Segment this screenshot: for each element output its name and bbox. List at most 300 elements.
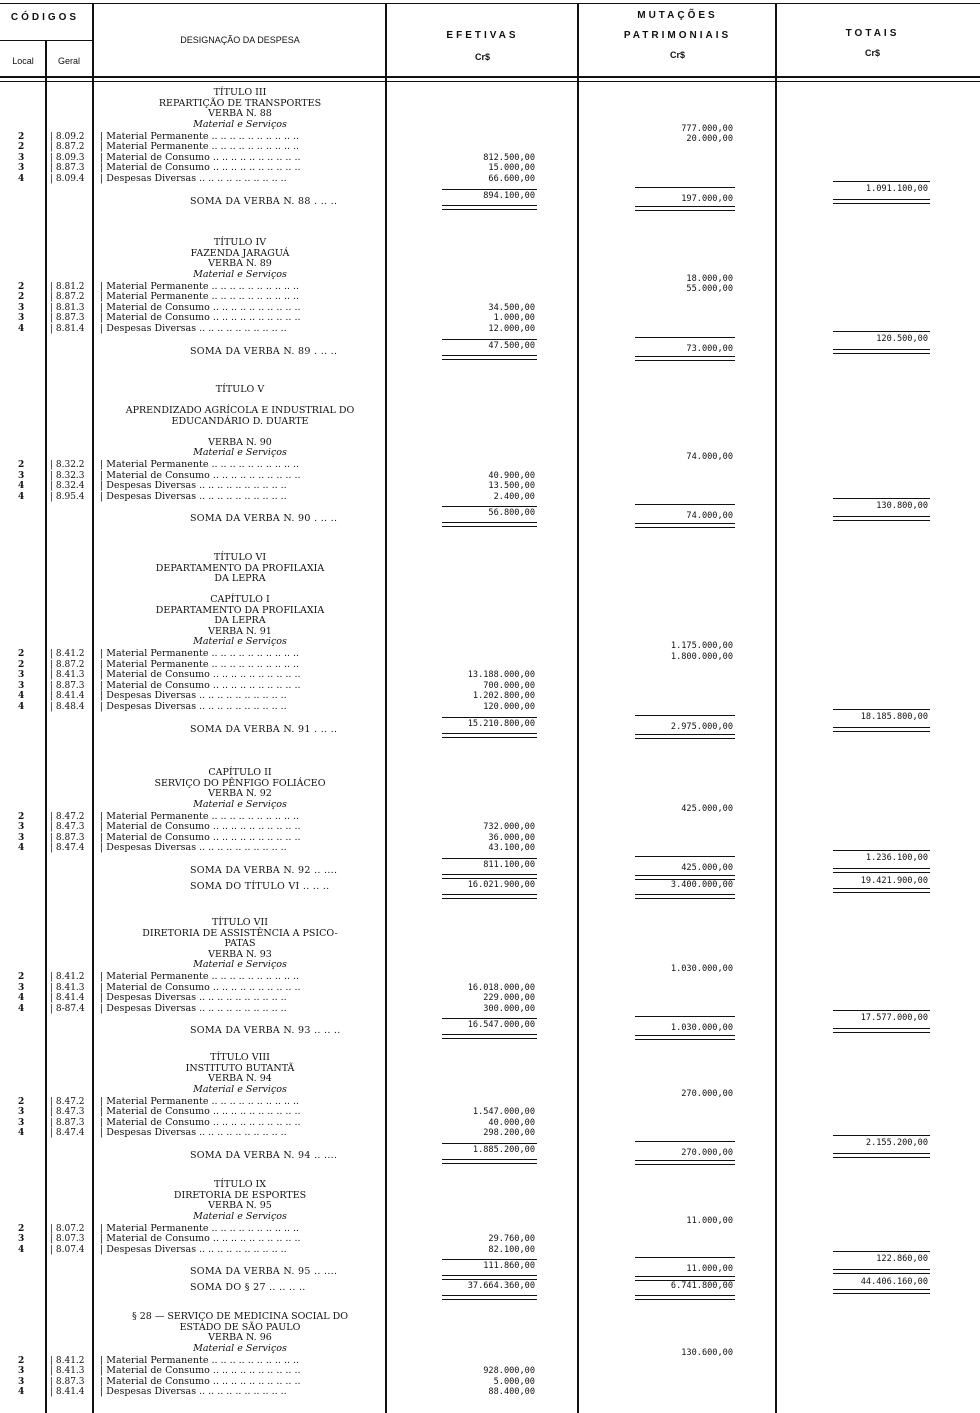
row-description: | Material de Consumo .. .. .. .. .. .. .. .. .. .. [100,470,301,481]
totais-rule [833,331,930,332]
row-local-code: 3 [18,152,25,163]
section-heading: SERVIÇO DO PÊNFIGO FOLIÁCEO [154,777,326,789]
header-bottom-rule [0,76,980,78]
efetivas-double-rule [442,737,537,738]
row-description: | Material de Consumo .. .. .. .. .. .. .. .. .. .. [100,822,301,833]
mutacoes-rule [635,337,735,338]
soma-mutacoes: 2.975.000,00 [670,721,733,732]
row-local-code: 3 [18,470,25,481]
efetivas-double-rule [442,522,537,523]
row-description: | Material Permanente .. .. .. .. .. .. .. .. .. .. [100,649,300,659]
header-totais-unit: Cr$ [864,48,880,58]
row-mutacoes: 11.000,00 [686,1215,733,1226]
section-heading: VERBA N. 88 [208,108,272,119]
totais-rule [833,1251,930,1252]
section-subheading: Material e Serviços [193,959,287,970]
mutacoes-rule [635,504,735,505]
row-local-code: 4 [18,843,25,854]
row-geral-code: | 8.87.3 [50,832,85,843]
row-geral-code: | 8.41.2 [50,1355,85,1366]
row-description: | Material Permanente .. .. .. .. .. .. .. .. .. .. [100,972,300,982]
row-description: | Material de Consumo .. .. .. .. .. .. .. .. .. .. [100,670,301,681]
row-geral-code: | 8.87.3 [50,313,85,324]
row-local-code: 3 [18,832,25,843]
row-description: | Material Permanente .. .. .. .. .. .. .. .. .. .. [100,1223,300,1234]
header-designacao: DESIGNAÇÃO DA DESPESA [180,35,300,45]
soma-efetivas: 47.500,00 [488,340,535,351]
section-heading: DEPARTAMENTO DA PROFILAXIA [155,562,325,574]
row-local-code: 4 [18,702,25,712]
soma-totais: 18.185.800,00 [860,711,928,722]
soma-label: SOMA DA VERBA N. 88 . .. .. [190,195,338,207]
row-description: | Material de Consumo .. .. .. .. .. .. .. .. .. .. [100,152,301,163]
row-description: | Material Permanente .. .. .. .. .. .. .. .. .. .. [100,1355,300,1366]
row-geral-code: | 8.32.4 [50,481,85,492]
soma2-mutacoes: 3.400.000,00 [670,879,733,890]
row-description: | Material de Consumo .. .. .. .. .. .. .. .. .. .. [100,1366,301,1377]
row-description: | Material de Consumo .. .. .. .. .. .. .. .. .. .. [100,1376,301,1387]
row-efetivas: 36.000,00 [488,832,535,843]
row-local-code: 2 [18,292,25,303]
mutacoes-total-rule [635,894,735,895]
row-local-code: 4 [18,993,25,1004]
row-geral-code: | 8.09.3 [50,152,85,163]
row-geral-code: | 8.41.2 [50,972,85,982]
row-description: | Despesas Diversas .. .. .. .. .. .. .. .. .. .. [100,691,287,702]
row-geral-code: | 8.32.2 [50,460,85,470]
section-heading: TÍTULO V [215,384,265,395]
row-geral-code: | 8.95.4 [50,491,85,502]
totais-double-rule [833,1269,930,1270]
soma-efetivas: 811.100,00 [483,859,535,870]
row-local-code: 2 [18,972,25,982]
soma-totais: 122.860,00 [876,1254,928,1265]
row-geral-code: | 8.87.3 [50,1376,85,1387]
row-local-code: 3 [18,1366,25,1377]
efetivas-double-rule [442,359,537,360]
row-local-code: 4 [18,691,25,702]
section-subheading: Material e Serviços [193,1210,287,1222]
row-description: | Despesas Diversas .. .. .. .. .. .. .. .. .. .. [100,843,287,854]
efetivas-total-rule [442,898,537,899]
section-heading: VERBA N. 89 [208,258,272,269]
row-local-code: 4 [18,481,25,492]
row-local-code: 3 [18,670,25,681]
header-efetivas-unit: Cr$ [474,52,490,62]
totais-double-rule [833,868,930,869]
row-mutacoes: 1.175.000,00 [670,641,733,651]
row-description: | Despesas Diversas .. .. .. .. .. .. .. .. .. .. [100,993,287,1004]
row-geral-code: | 8.41.4 [50,993,85,1004]
section-heading: CAPÍTULO I [210,594,270,605]
row-geral-code: | 8.41.3 [50,982,85,993]
row-geral-code: | 8.41.3 [50,670,85,681]
row-geral-code: | 8.07.4 [50,1244,85,1255]
row-efetivas: 15.000,00 [488,163,535,174]
row-local-code: 4 [18,323,25,334]
soma-label: SOMA DA VERBA N. 91 . .. .. [190,723,338,735]
row-description: | Material de Consumo .. .. .. .. .. .. .. .. .. .. [100,832,301,843]
row-description: | Despesas Diversas .. .. .. .. .. .. .. .. .. .. [100,1387,287,1398]
section-heading: PATAS [224,938,256,949]
totais-rule [833,1135,930,1136]
row-mutacoes: 1.800.000,00 [670,651,733,662]
section-heading: INSTITUTO BUTANTÃ [185,1062,295,1074]
mutacoes-rule [635,1141,735,1142]
mutacoes-total-rule [635,898,735,899]
mutacoes-double-rule [635,738,735,739]
column-rule-desc [385,3,387,1413]
row-description: | Material Permanente .. .. .. .. .. .. .. .. .. .. [100,131,300,142]
row-geral-code: | 8.47.4 [50,1128,85,1139]
row-local-code: 3 [18,680,25,691]
row-local-code: 3 [18,313,25,324]
row-efetivas: 1.000,00 [493,313,535,324]
section-heading: ESTADO DE SÃO PAULO [179,1321,301,1333]
row-mutacoes: 55.000,00 [686,284,733,295]
soma2-mutacoes: 6.741.800,00 [670,1281,733,1292]
header-geral: Geral [57,56,80,66]
totais-total-rule [833,892,930,893]
row-local-code: 3 [18,1107,25,1118]
soma-label: SOMA DA VERBA N. 89 . .. .. [190,345,338,357]
mutacoes-rule [635,1257,735,1258]
row-local-code: 2 [18,811,25,822]
row-description: | Despesas Diversas .. .. .. .. .. .. .. .. .. .. [100,702,287,712]
efetivas-double-rule [442,355,537,356]
row-geral-code: | 8.41.4 [50,1387,85,1398]
row-efetivas: 928.000,00 [483,1366,535,1377]
totais-double-rule [833,1273,930,1274]
section-heading: § 28 — SERVIÇO DE MEDICINA SOCIAL DO [131,1311,349,1322]
header-mutacoes-unit: Cr$ [669,50,685,60]
row-description: | Material Permanente .. .. .. .. .. .. .. .. .. .. [100,292,300,303]
row-local-code: 4 [18,1387,25,1398]
totais-double-rule [833,353,930,354]
row-efetivas: 88.400,00 [488,1387,535,1398]
section-heading: VERBA N. 95 [208,1200,272,1211]
row-efetivas: 1.547.000,00 [472,1107,535,1118]
row-mutacoes: 1.030.000,00 [670,964,733,974]
totais-rule [833,181,930,182]
row-geral-code: | 8.81.2 [50,281,85,292]
header-mutacoes-2: PATRIMONIAIS [623,30,732,41]
row-description: | Material Permanente .. .. .. .. .. .. .. .. .. .. [100,659,300,670]
header-top-rule [0,3,980,4]
row-geral-code: | 8.87.3 [50,1117,85,1128]
row-efetivas: 812.500,00 [483,152,535,163]
section-subheading: Material e Serviços [193,636,287,647]
soma-totais: 1.236.100,00 [865,852,928,863]
soma-mutacoes: 73.000,00 [686,343,733,354]
section-heading: DIRETORIA DE ASSISTÊNCIA A PSICO- [142,927,338,939]
section-heading: FAZENDA JARAGUÁ [190,247,290,259]
row-geral-code: | 8.47.2 [50,811,85,822]
section-heading: TÍTULO VI [213,552,267,563]
totais-rule [833,850,930,851]
section-heading: VERBA N. 91 [208,625,272,637]
totais-double-rule [833,872,930,873]
row-description: | Despesas Diversas .. .. .. .. .. .. .. .. .. .. [100,1003,287,1014]
mutacoes-double-rule [635,206,735,207]
soma-efetivas: 56.800,00 [488,508,535,519]
section-subheading: Material e Serviços [193,1342,287,1354]
row-geral-code: | 8.07.2 [50,1223,85,1234]
row-efetivas: 43.100,00 [488,843,535,854]
soma2-totais: 19.421.900,00 [860,875,928,886]
totais-double-rule [833,1157,930,1158]
row-mutacoes: 425.000,00 [681,803,733,814]
row-geral-code: | 8.32.3 [50,470,85,481]
row-geral-code: | 8.41.3 [50,1366,85,1377]
row-local-code: 2 [18,1096,25,1107]
section-heading: VERBA N. 96 [208,1332,272,1343]
soma-mutacoes: 1.030.000,00 [670,1023,733,1034]
row-efetivas: 300.000,00 [483,1003,535,1014]
soma-mutacoes: 11.000,00 [686,1264,733,1275]
row-local-code: 2 [18,460,25,470]
row-geral-code: | 8.09.4 [50,173,85,184]
mutacoes-double-rule [635,1039,735,1040]
soma-label: SOMA DA VERBA N. 90 . .. .. [190,513,338,525]
totais-rule [833,709,930,710]
row-description: | Material Permanente .. .. .. .. .. .. .. .. .. .. [100,281,300,292]
efetivas-double-rule [442,209,537,210]
soma-mutacoes: 425.000,00 [681,862,733,873]
section-heading: VERBA N. 93 [208,948,272,960]
row-description: | Material de Consumo .. .. .. .. .. .. .. .. .. .. [100,1107,301,1118]
mutacoes-double-rule [635,356,735,357]
row-local-code: 2 [18,131,25,142]
row-efetivas: 2.400,00 [493,491,535,502]
efetivas-rule [442,1018,537,1019]
efetivas-rule [442,189,537,190]
row-geral-code: | 8.87.2 [50,659,85,670]
efetivas-double-rule [442,733,537,734]
row-description: | Despesas Diversas .. .. .. .. .. .. .. .. .. .. [100,1244,287,1255]
row-efetivas: 40.000,00 [488,1117,535,1128]
row-geral-code: | 8.07.3 [50,1234,85,1245]
row-geral-code: | 8.87.3 [50,680,85,691]
header-bottom-rule-2 [0,81,980,82]
mutacoes-double-rule [635,210,735,211]
soma-efetivas: 15.210.800,00 [467,718,535,729]
row-mutacoes: 777.000,00 [681,123,733,134]
section-heading: TÍTULO IV [213,237,267,248]
row-description: | Material de Consumo .. .. .. .. .. .. .. .. .. .. [100,302,301,313]
totais-double-rule [833,727,930,728]
row-description: | Material Permanente .. .. .. .. .. .. .. .. .. .. [100,142,300,153]
soma-efetivas: 111.860,00 [483,1261,535,1272]
row-description: | Material Permanente .. .. .. .. .. .. .. .. .. .. [100,460,300,470]
soma-label: SOMA DA VERBA N. 92 .. .... [190,864,338,876]
row-description: | Material de Consumo .. .. .. .. .. .. .. .. .. .. [100,163,301,174]
totais-double-rule [833,1028,930,1029]
row-local-code: 2 [18,649,25,659]
row-local-code: 4 [18,173,25,184]
mutacoes-double-rule [635,360,735,361]
row-local-code: 4 [18,1244,25,1255]
mutacoes-total-rule [635,1299,735,1300]
mutacoes-rule [635,856,735,857]
section-heading: VERBA N. 90 [208,436,272,448]
soma-mutacoes: 74.000,00 [686,511,733,522]
section-heading: DEPARTAMENTO DA PROFILAXIA [155,604,325,616]
row-efetivas: 1.202.800,00 [472,691,535,702]
section-subheading: Material e Serviços [193,118,287,130]
row-local-code: 2 [18,1355,25,1366]
row-description: | Material de Consumo .. .. .. .. .. .. .. .. .. .. [100,313,301,324]
header-efetivas: EFETIVAS [446,30,519,41]
section-heading: TÍTULO VII [212,917,268,928]
efetivas-double-rule [442,874,537,875]
row-geral-code: | 8.09.2 [50,131,85,142]
soma-totais: 130.800,00 [876,501,928,512]
totais-rule [833,1010,930,1011]
efetivas-double-rule [442,1034,537,1035]
mutacoes-rule [635,715,735,716]
row-geral-code: | 8.87.2 [50,292,85,303]
efetivas-total-rule [442,1295,537,1296]
efetivas-double-rule [442,1163,537,1164]
mutacoes-double-rule [635,1164,735,1165]
row-efetivas: 66.600,00 [488,173,535,184]
section-heading: REPARTIÇÃO DE TRANSPORTES [158,97,322,109]
section-heading: DA LEPRA [214,573,266,584]
row-mutacoes: 270.000,00 [681,1088,733,1099]
section-heading: VERBA N. 94 [208,1073,272,1084]
mutacoes-double-rule [635,1276,735,1277]
totais-double-rule [833,520,930,521]
soma-mutacoes: 270.000,00 [681,1147,733,1158]
soma-label: SOMA DA VERBA N. 95 .. .... [190,1266,338,1278]
row-efetivas: 732.000,00 [483,822,535,833]
soma-efetivas: 1.885.200,00 [472,1144,535,1155]
efetivas-rule [442,1143,537,1144]
row-efetivas: 700.000,00 [483,680,535,691]
totais-rule [833,498,930,499]
row-local-code: 2 [18,1223,25,1234]
totais-total-rule [833,888,930,889]
section-heading: DIRETORIA DE ESPORTES [173,1189,307,1201]
soma2-efetivas: 16.021.900,00 [467,879,535,890]
section-subheading: Material e Serviços [193,447,287,458]
section-heading [95,427,385,438]
row-efetivas: 13.188.000,00 [467,670,535,681]
row-mutacoes: 18.000,00 [686,273,733,284]
row-description: | Despesas Diversas .. .. .. .. .. .. .. .. .. .. [100,481,287,492]
row-efetivas: 13.500,00 [488,481,535,492]
row-local-code: 4 [18,491,25,502]
row-efetivas: 120.000,00 [483,702,535,712]
section-heading: APRENDIZADO AGRÍCOLA E INDUSTRIAL DO [125,405,355,416]
efetivas-double-rule [442,526,537,527]
row-efetivas: 5.000,00 [493,1376,535,1387]
soma-mutacoes: 197.000,00 [681,193,733,204]
column-rule-efetivas [577,3,579,1413]
section-subheading: Material e Serviços [193,268,287,280]
row-efetivas: 16.018.000,00 [467,982,535,993]
row-local-code: 2 [18,281,25,292]
column-rule-mutacoes [775,3,777,1413]
efetivas-total-rule [442,894,537,895]
row-description: | Material Permanente .. .. .. .. .. .. .. .. .. .. [100,1096,300,1107]
row-description: | Despesas Diversas .. .. .. .. .. .. .. .. .. .. [100,491,287,502]
row-geral-code: | 8-87.4 [50,1003,85,1014]
row-description: | Despesas Diversas .. .. .. .. .. .. .. .. .. .. [100,1128,287,1139]
mutacoes-double-rule [635,1160,735,1161]
row-description: | Material de Consumo .. .. .. .. .. .. .. .. .. .. [100,1234,301,1245]
efetivas-rule [442,506,537,507]
row-geral-code: | 8.47.2 [50,1096,85,1107]
section-heading: CAPÍTULO II [208,767,272,778]
row-geral-code: | 8.87.3 [50,163,85,174]
mutacoes-total-rule [635,1295,735,1296]
soma-totais: 120.500,00 [876,333,928,344]
section-heading: DA LEPRA [214,615,266,626]
mutacoes-double-rule [635,1035,735,1036]
soma-totais: 17.577.000,00 [860,1013,928,1024]
soma-totais: 2.155.200,00 [865,1137,928,1148]
row-local-code: 3 [18,1376,25,1387]
efetivas-rule [442,858,537,859]
mutacoes-double-rule [635,527,735,528]
row-description: | Material de Consumo .. .. .. .. .. .. .. .. .. .. [100,680,301,691]
efetivas-double-rule [442,1275,537,1276]
header-codigos: CÓDIGOS [10,12,80,23]
row-description: | Despesas Diversas .. .. .. .. .. .. .. .. .. .. [100,173,287,184]
row-local-code: 4 [18,1128,25,1139]
row-local-code: 3 [18,982,25,993]
efetivas-double-rule [442,205,537,206]
row-mutacoes: 20.000,00 [686,134,733,145]
row-mutacoes: 130.600,00 [681,1347,733,1358]
row-efetivas: 298.200,00 [483,1128,535,1139]
mutacoes-double-rule [635,523,735,524]
row-local-code: 3 [18,822,25,833]
efetivas-total-rule [442,1299,537,1300]
mutacoes-rule [635,187,735,188]
row-local-code: 3 [18,163,25,174]
row-efetivas: 229.000,00 [483,993,535,1004]
row-geral-code: | 8.81.3 [50,302,85,313]
soma-label: SOMA DA VERBA N. 94 .. .... [190,1149,338,1161]
row-description: | Material de Consumo .. .. .. .. .. .. .. .. .. .. [100,982,301,993]
section-heading: VERBA N. 92 [208,788,272,799]
efetivas-rule [442,339,537,340]
section-subheading: Material e Serviços [193,1083,287,1095]
soma2-label: SOMA DO § 27 .. .. .. .. [190,1282,306,1294]
soma2-totais: 44.406.160,00 [860,1277,928,1288]
header-totais: TOTAIS [845,28,900,39]
efetivas-double-rule [442,1279,537,1280]
soma2-label: SOMA DO TÍTULO VI .. .. .. [190,880,330,892]
row-local-code: 3 [18,1234,25,1245]
totais-double-rule [833,199,930,200]
efetivas-rule [442,1259,537,1260]
totais-double-rule [833,516,930,517]
row-geral-code: | 8.48.4 [50,702,85,712]
row-local-code: 3 [18,1117,25,1128]
row-local-code: 2 [18,142,25,153]
soma2-efetivas: 37.664.360,00 [467,1281,535,1292]
totais-double-rule [833,1153,930,1154]
row-efetivas: 40.900,00 [488,470,535,481]
row-geral-code: | 8.41.4 [50,691,85,702]
mutacoes-double-rule [635,875,735,876]
soma-totais: 1.091.100,00 [865,183,928,194]
row-efetivas: 82.100,00 [488,1244,535,1255]
